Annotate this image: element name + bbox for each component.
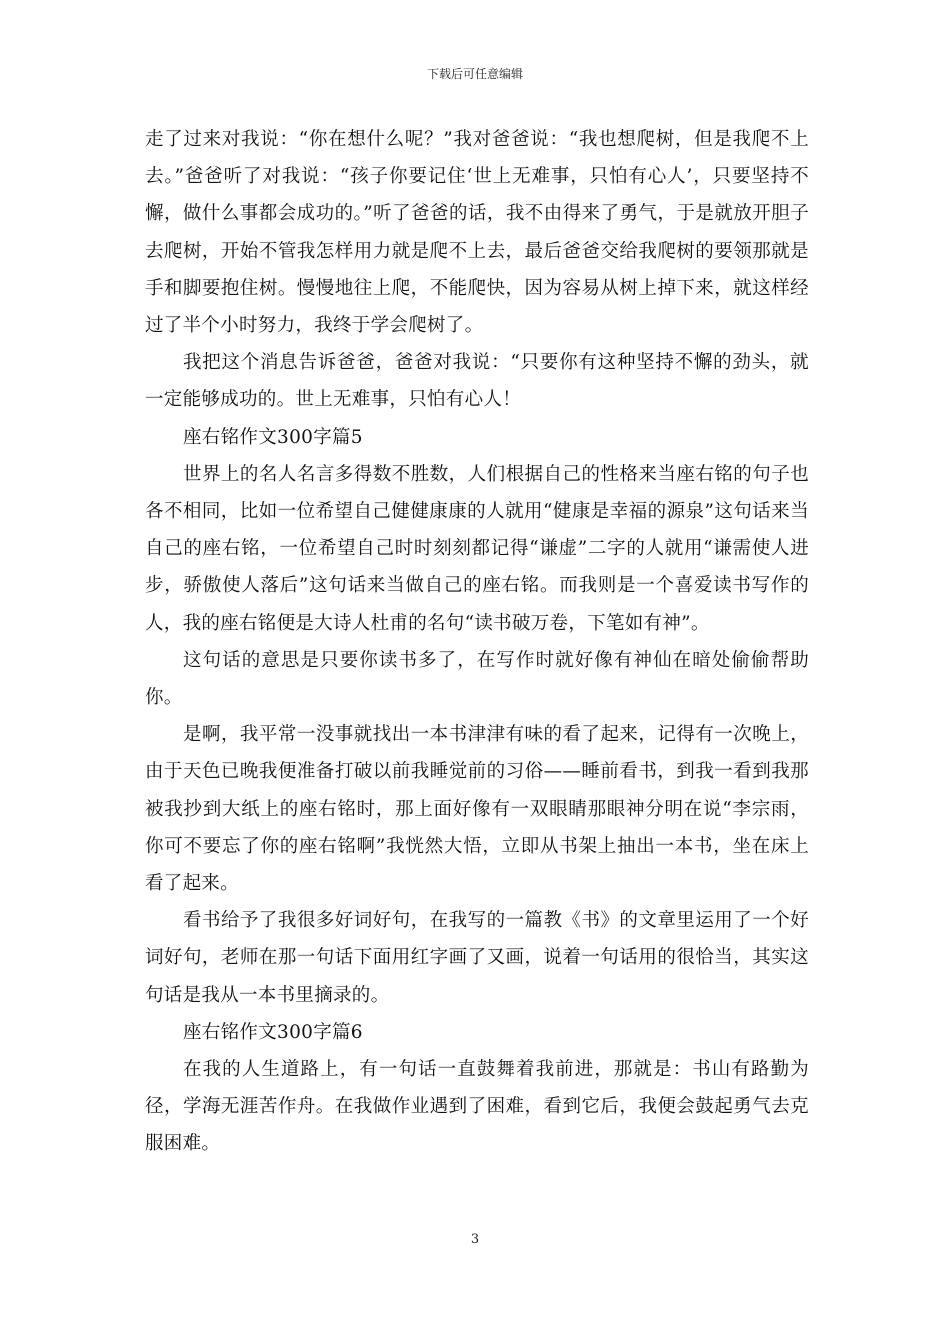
section-title: 座右铭作文300字篇6: [183, 1021, 363, 1043]
page-number: 3: [470, 1232, 480, 1247]
paragraph: 我把这个消息告诉爸爸，爸爸对我说：“只要你有这种坚持不懈的劲头，就一定能够成功的。世上无难事，只怕有心人！: [145, 352, 809, 411]
page-header: 下载后可任意编辑: [426, 67, 523, 81]
paragraph: 这句话的意思是只要你读书多了，在写作时就好像有神仙在暗处偷偷帮助你。: [145, 649, 809, 709]
paragraph: 世界上的名人名言多得数不胜数，人们根据自己的性格来当座右铭的句子也各不相同，比如一位希望自己健健康康的人就用“健康是幸福的源泉”这句话来当自己的座右铭，一位希望自己时时刻刻都记得“谦虚”二字的人就用“谦需使人进步，骄傲使人落后”这句话来当做自己的座右铭。而我则是一个喜爱读书写作的人，我的座右铭便是大诗人杜甫的名句“读书破万卷，下笔如有神”。: [145, 463, 809, 634]
paragraph: 在我的人生道路上，有一句话一直鼓舞着我前进，那就是：书山有路勤为径，学海无涯苦作舟。在我做作业遇到了困难，看到它后，我便会鼓起勇气去克服困难。: [145, 1059, 809, 1155]
paragraph: 是啊，我平常一没事就找出一本书津津有味的看了起来，记得有一次晚上，由于天色已晚我便准备打破以前我睡觉前的习俗——睡前看书，到我一看到我那被我抄到大纸上的座右铭时，那上面好像有一双眼睛那眼神分明在说“李宗雨，你可不要忘了你的座右铭啊”我恍然大悟，立即从书架上抽出一本书，坐在床上看了起来。: [145, 724, 809, 895]
section-title: 座右铭作文300字篇5: [183, 426, 363, 448]
document-body: [145, 121, 809, 1163]
paragraph: 走了过来对我说：“你在想什么呢？”我对爸爸说：“我也想爬树，但是我爬不上去。”爸爸听了对我说：“孩子你要记住‘世上无难事，只怕有心人’，只要坚持不懈，做什么事都会成功的。”听了爸爸的话，我不由得来了勇气，于是就放开胆子去爬树，开始不管我怎样用力就是爬不上去，最后爸爸交给我爬树的要领那就是手和脚要抱住树。慢慢地往上爬，不能爬快，因为容易从树上掉下来，就这样经过了半个小时努力，我终于学会爬树了。: [145, 129, 809, 337]
paragraph: 看书给予了我很多好词好句，在我写的一篇教《书》的文章里运用了一个好词好句，老师在那一句话下面用红字画了又画，说着一句话用的很恰当，其实这句话是我从一本书里摘录的。: [145, 910, 809, 1006]
